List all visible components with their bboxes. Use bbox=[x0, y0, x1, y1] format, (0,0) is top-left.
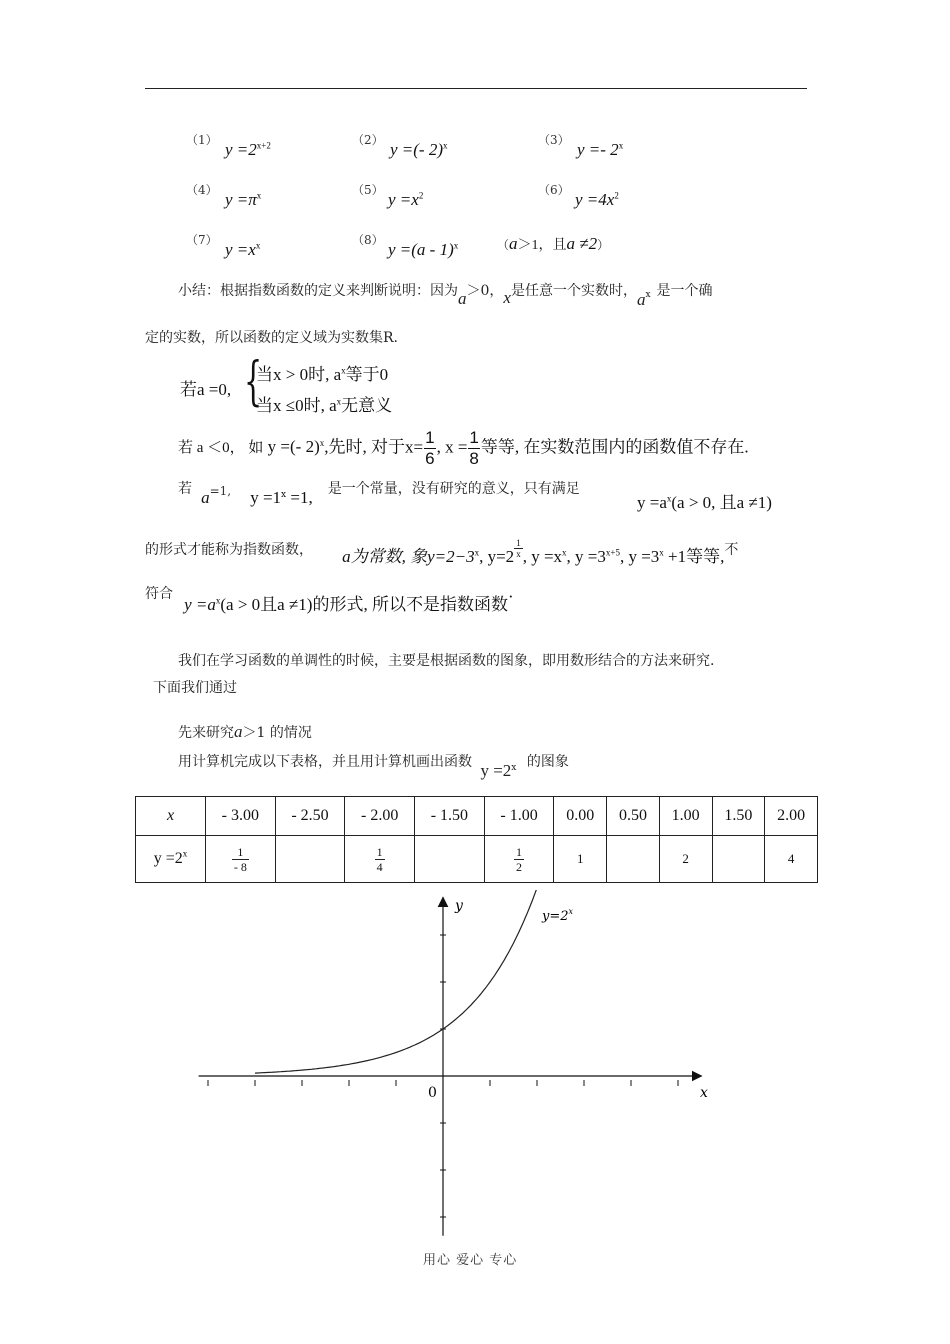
example-2-number: （2） bbox=[352, 133, 384, 147]
summary-line-1: 小结：根据指数函数的定义来判断说明：因为a＞0，x是任意一个实数时，$a^x$ 是一个确 bbox=[178, 283, 713, 309]
example-6-expression: $y =4x^2$ bbox=[575, 190, 619, 209]
table-cell-x: - 1.00 bbox=[484, 797, 554, 836]
research-line-2: 用计算机完成以下表格，并且用计算机画出函数 $y =2^x$ 的图象 bbox=[178, 754, 569, 780]
case-brace: { bbox=[244, 352, 263, 412]
table-cell-x: 1.50 bbox=[712, 797, 765, 836]
header-rule bbox=[145, 88, 807, 89]
table-row-y bbox=[136, 836, 818, 883]
table-cell-y bbox=[275, 836, 345, 883]
example-7-expression: $y =x^x$ bbox=[225, 240, 261, 259]
table-cell-x: 0.50 bbox=[607, 797, 660, 836]
example-2-expression: y =(- 2)$^x$ bbox=[390, 140, 448, 159]
table-cell-x: 0.00 bbox=[554, 797, 607, 836]
conform-line: 符合 $y =a^x(a > 0$且a ≠1)的形式, 所以不是指数函数· bbox=[145, 586, 514, 614]
case-one-line: 若 a=1, $y =1^x =1$, 是一个常量，没有研究的意义，只有满足 bbox=[178, 481, 580, 507]
table-row-x bbox=[136, 797, 818, 836]
example-8-expression: y =(a - 1)$^x$ bbox=[388, 240, 459, 259]
example-5-expression: $y =x^2$ bbox=[388, 190, 424, 209]
table-header-x: x bbox=[136, 797, 206, 836]
page-footer: 用心 爱心 专心 bbox=[423, 1253, 518, 1268]
case-a0-row-1: 当x > 0时, $a^x$等于0 bbox=[256, 365, 389, 384]
table-cell-y: 2 bbox=[659, 836, 712, 883]
example-5-number: （5） bbox=[352, 183, 384, 197]
y-axis-label: y bbox=[455, 898, 463, 914]
origin-label: 0 bbox=[428, 1085, 437, 1101]
case-a0-lead: 若a =0, bbox=[180, 380, 232, 399]
curve-label: $y=2^x$ bbox=[542, 907, 574, 924]
table-cell-y bbox=[607, 836, 660, 883]
table-cell-x: 2.00 bbox=[765, 797, 818, 836]
table-cell-y bbox=[415, 836, 485, 883]
mono-line-1: 我们在学习函数的单调性的时候，主要是根据函数的图象，即用数形结合的方法来研究. bbox=[178, 653, 715, 669]
table-cell-x: - 2.00 bbox=[345, 797, 415, 836]
table-cell-y: $\frac{1}{4}$ bbox=[345, 836, 415, 883]
example-1-expression: $y =2^{x+2}$ bbox=[225, 140, 271, 159]
mono-line-2: 下面我们通过 bbox=[153, 680, 237, 696]
table-cell-y: 4 bbox=[765, 836, 818, 883]
example-3-number: （3） bbox=[538, 133, 570, 147]
values-table bbox=[135, 796, 818, 883]
table-cell-x: 1.00 bbox=[659, 797, 712, 836]
table-cell-y bbox=[712, 836, 765, 883]
summary-line-2: 定的实数，所以函数的定义域为实数集R. bbox=[145, 330, 398, 346]
curve-y-2-pow-x bbox=[255, 890, 537, 1073]
table-cell-x: - 1.50 bbox=[415, 797, 485, 836]
fraction-one-sixth: $\frac{1}{6}$ bbox=[425, 428, 435, 468]
case-negative-line: 若 a ＜0， 如 y =(- 2)$^x$,先时, 对于x= $\frac{1}{6}$ , x = $\frac{1}{8}$ 等等, 在实数范围内的函数值不存在. bbox=[178, 428, 749, 468]
table-cell-y: $\frac{1}{2}$ bbox=[484, 836, 554, 883]
example-4-number: （4） bbox=[186, 183, 218, 197]
exponential-graph bbox=[0, 890, 950, 1240]
example-8-number: （8） bbox=[352, 233, 384, 247]
fraction-one-eighth: $\frac{1}{8}$ bbox=[469, 428, 479, 468]
table-header-y: $y =2^x$ bbox=[136, 836, 206, 883]
form-line: 的形式才能称为指数函数， a为常数, 象$y=2-3^x$, y=2 $^{\frac{1}{x}}$ , $y =x^x$, $y =3^{x+5}$, $y =3^x +1$等等,不 bbox=[145, 537, 739, 566]
research-line-1: 先来研究a＞1 的情况 bbox=[178, 722, 312, 741]
example-1-number: （1） bbox=[186, 133, 218, 147]
table-cell-x: - 2.50 bbox=[275, 797, 345, 836]
exponential-form: $y =a^x(a > 0$, 且a ≠1) bbox=[637, 493, 772, 512]
example-8-condition: （a＞1，且a ≠2） bbox=[497, 234, 610, 253]
case-a0-row-2: 当x ≤0时, $a^x$无意义 bbox=[256, 396, 393, 415]
example-3-expression: y =- 2$^x$ bbox=[577, 140, 624, 159]
example-7-number: （7） bbox=[186, 233, 218, 247]
table-cell-y: $\frac{1}{- 8}$ bbox=[206, 836, 276, 883]
example-6-number: （6） bbox=[538, 183, 570, 197]
example-4-expression: $y =\pi^x$ bbox=[225, 190, 262, 209]
table-cell-x: - 3.00 bbox=[206, 797, 276, 836]
table-cell-y: 1 bbox=[554, 836, 607, 883]
x-axis-label: x bbox=[700, 1085, 708, 1101]
